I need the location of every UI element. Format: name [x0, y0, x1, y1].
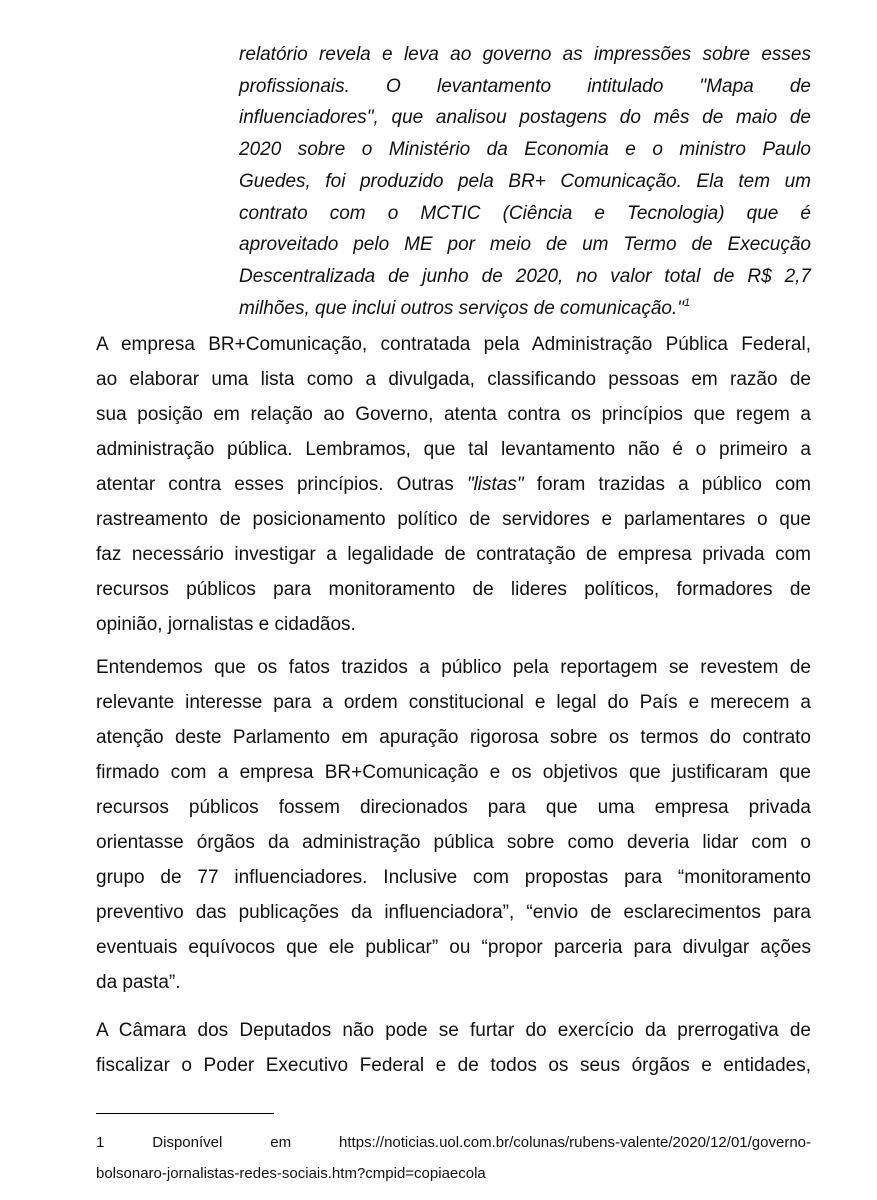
quote-line: contrato com o MCTIC (Ciência e Tecnologia) que é — [239, 202, 811, 224]
italic-text: "listas" — [466, 474, 524, 495]
paragraph-1 — [96, 327, 811, 642]
text-line: atenção deste Parlamento em apuração rigorosa sobre os termos do contrato — [96, 727, 811, 748]
text-line: A Câmara dos Deputados não pode se furtar do exercício da prerrogativa de — [96, 1020, 811, 1041]
quote-last-line — [239, 293, 811, 325]
paragraph-2 — [96, 650, 811, 1000]
quote-line: 2020 sobre o Ministério da Economia e o ministro Paulo — [239, 139, 811, 161]
footnote-line[interactable]: bolsonaro-jornalistas-redes-sociais.htm?cmpid=copiaecola — [96, 1165, 486, 1182]
paragraph-3 — [96, 1013, 811, 1083]
text-line: relevante interesse para a ordem constitucional e legal do País e merecem a — [96, 692, 811, 713]
text-line: eventuais equívocos que ele publicar” ou “propor parceria para divulgar ações — [96, 937, 811, 958]
text-line: da pasta”. — [96, 972, 181, 993]
quote-line: influenciadores", que analisou postagens do mês de maio de — [239, 107, 811, 129]
quote-line: aproveitado pelo ME por meio de um Termo de Execução — [239, 234, 811, 256]
footnote-separator — [96, 1113, 274, 1114]
text-line: recursos públicos para monitoramento de lideres políticos, formadores de — [96, 579, 811, 600]
block-quote — [239, 39, 811, 324]
footnote-line[interactable]: 1 Disponível em https://noticias.uol.com.br/colunas/rubens-valente/2020/12/01/governo- — [96, 1134, 811, 1151]
quote-text: milhões, que inclui outros serviços de comunicação." — [239, 297, 685, 319]
text-line: opinião, jornalistas e cidadãos. — [96, 614, 356, 635]
footnote-reference[interactable]: 1 — [684, 296, 691, 309]
text-line: rastreamento de posicionamento político de servidores e parlamentares o que — [96, 509, 811, 530]
text-line: Entendemos que os fatos trazidos a público pela reportagem se revestem de — [96, 657, 811, 678]
quote-line: relatório revela e leva ao governo as impressões sobre esses — [239, 44, 811, 65]
text-line: firmado com a empresa BR+Comunicação e os objetivos que justificaram que — [96, 762, 811, 783]
text-line: faz necessário investigar a legalidade de contratação de empresa privada com — [96, 544, 811, 565]
text-line: orientasse órgãos da administração pública sobre como deveria lidar com o — [96, 832, 811, 853]
text-line: recursos públicos fossem direcionados para que uma empresa privada — [96, 797, 811, 818]
text-line — [96, 467, 811, 502]
text-line: A empresa BR+Comunicação, contratada pela Administração Pública Federal, — [96, 334, 811, 355]
text-line: fiscalizar o Poder Executivo Federal e de todos os seus órgãos e entidades, — [96, 1055, 811, 1076]
footnote — [96, 1127, 811, 1189]
text-line: preventivo das publicações da influenciadora”, “envio de esclarecimentos para — [96, 902, 811, 923]
quote-line: Descentralizada de junho de 2020, no valor total de R$ 2,7 — [239, 265, 811, 287]
quote-line: profissionais. O levantamento intitulado "Mapa de — [239, 75, 811, 97]
text-line: grupo de 77 influenciadores. Inclusive com propostas para “monitoramento — [96, 867, 811, 888]
text-line: sua posição em relação ao Governo, atenta contra os princípios que regem a — [96, 404, 811, 425]
text-line: administração pública. Lembramos, que tal levantamento não é o primeiro a — [96, 439, 811, 460]
text-line: ao elaborar uma lista como a divulgada, classificando pessoas em razão de — [96, 369, 811, 390]
text: foram trazidas a público com — [523, 474, 811, 495]
quote-line: Guedes, foi produzido pela BR+ Comunicação. Ela tem um — [239, 170, 811, 192]
text: atentar contra esses princípios. Outras — [96, 474, 467, 495]
